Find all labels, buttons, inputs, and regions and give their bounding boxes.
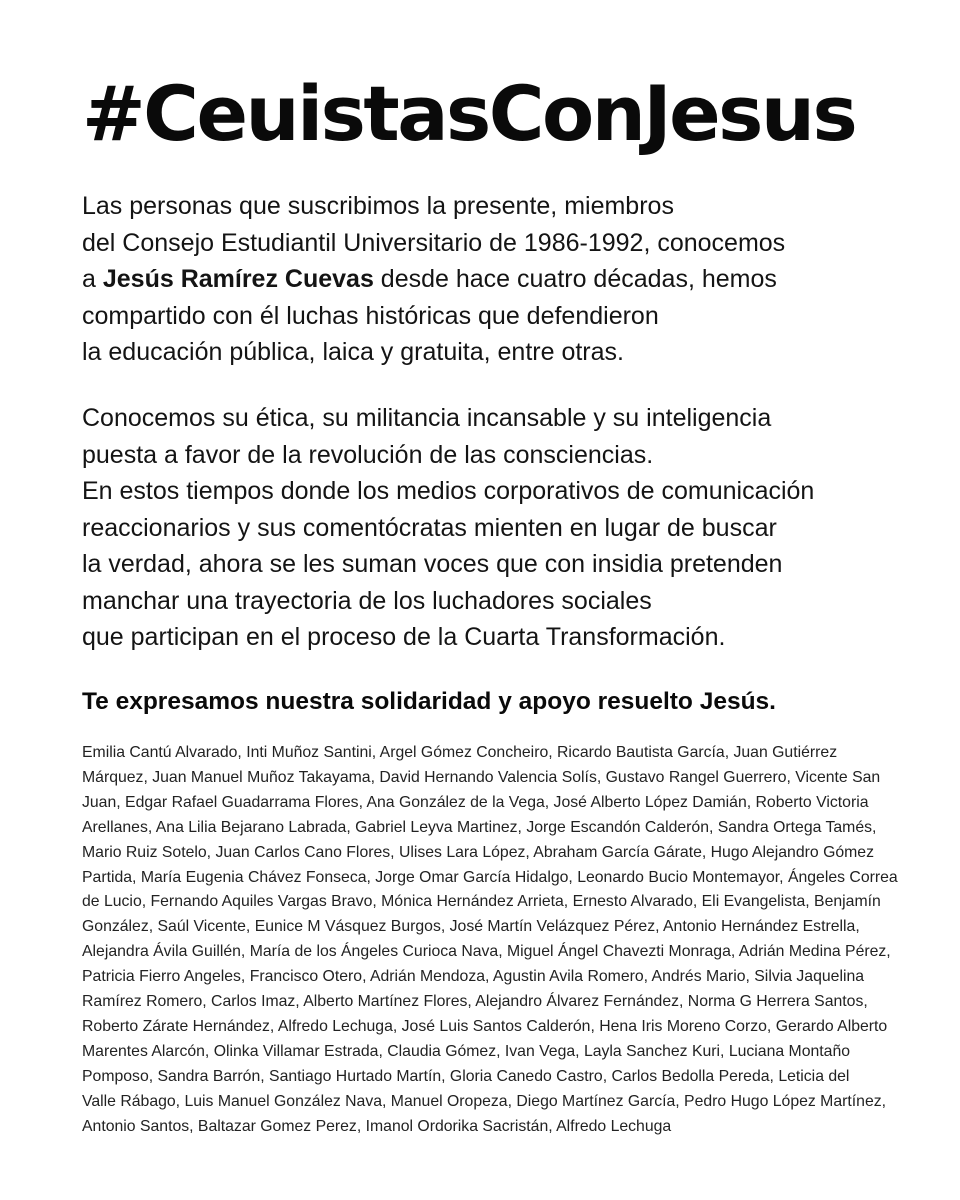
signatories-list — [82, 741, 902, 1140]
honoree-name: Jesús Ramírez Cuevas — [102, 265, 374, 293]
signatories-line: Ramírez Romero, Carlos Imaz, Alberto Martínez Flores, Alejandro Álvarez Fernández, Norma G Herrera Santos, — [82, 993, 868, 1011]
body-line: Conocemos su ética, su militancia incansable y su inteligencia — [82, 404, 772, 432]
intro-line: Las personas que suscribimos la presente, miembros — [82, 192, 674, 220]
body-line: En estos tiempos donde los medios corporativos de comunicación — [82, 477, 815, 505]
body-line: puesta a favor de la revolución de las consciencias. — [82, 440, 654, 469]
body-line: la verdad, ahora se les suman voces que con insidia pretenden — [82, 550, 783, 578]
intro-paragraph — [82, 188, 902, 371]
signatories-line: Mario Ruiz Sotelo, Juan Carlos Cano Flores, Ulises Lara López, Abraham García Gárate, Hugo Alejandro Gómez — [82, 843, 874, 861]
signatories-line: de Lucio, Fernando Aquiles Vargas Bravo, Mónica Hernández Arrieta, Ernesto Alvarado, Eli Evangelista, Benjamín — [82, 893, 881, 911]
intro-line: del Consejo Estudiantil Universitario de 1986-1992, conocemos — [82, 228, 786, 257]
signatories-line: Pomposo, Sandra Barrón, Santiago Hurtado Martín, Gloria Canedo Castro, Carlos Bedolla Pereda, Leticia del — [82, 1067, 850, 1085]
support-statement: Te expresamos nuestra solidaridad y apoyo resuelto Jesús. — [82, 688, 776, 715]
intro-line: compartido con él luchas históricas que defendieron — [82, 301, 659, 330]
body-line: que participan en el proceso de la Cuarta Transformación. — [82, 623, 726, 651]
intro-line-prefix: a — [82, 265, 103, 293]
signatories-line: Arellanes, Ana Lilia Bejarano Labrada, Gabriel Leyva Martinez, Jorge Escandón Calderón, Sandra Ortega Tamés, — [82, 818, 877, 836]
signatories-line: Marentes Alarcón, Olinka Villamar Estrada, Claudia Gómez, Ivan Vega, Layla Sanchez Kuri, Luciana Montaño — [82, 1042, 851, 1060]
signatories-line: Patricia Fierro Angeles, Francisco Otero, Adrián Mendoza, Agustin Avila Romero, Andrés Mario, Silvia Jaquelina — [82, 968, 865, 986]
intro-line: la educación pública, laica y gratuita, entre otras. — [82, 338, 624, 366]
signatories-line: Valle Rábago, Luis Manuel González Nava, Manuel Oropeza, Diego Martínez García, Pedro Hugo López Martínez, — [82, 1092, 887, 1110]
hashtag-title: #CeuistasConJesus — [82, 69, 856, 158]
signatories-line: Partida, María Eugenia Chávez Fonseca, Jorge Omar García Hidalgo, Leonardo Bucio Montemayor, Ángeles Correa — [82, 868, 898, 886]
signatories-line: Márquez, Juan Manuel Muñoz Takayama, David Hernando Valencia Solís, Gustavo Rangel Guerrero, Vicente San — [82, 768, 881, 786]
signatories-line: González, Saúl Vicente, Eunice M Vásquez Burgos, José Martín Velázquez Pérez, Antonio Hernández Estrella, — [82, 918, 860, 936]
signatories-line: Juan, Edgar Rafael Guadarrama Flores, Ana González de la Vega, José Alberto López Damián, Roberto Victoria — [82, 793, 869, 811]
signatories-line: Alejandra Ávila Guillén, María de los Ángeles Curioca Nava, Miguel Ángel Chavezti Monraga, Adrián Medina Pérez, — [82, 943, 891, 961]
body-line: manchar una trayectoria de los luchadores sociales — [82, 586, 652, 615]
body-paragraph — [82, 400, 902, 656]
signatories-line: Antonio Santos, Baltazar Gomez Perez, Imanol Ordorika Sacristán, Alfredo Lechuga — [82, 1117, 672, 1135]
intro-line-suffix: desde hace cuatro décadas, hemos — [373, 265, 777, 293]
body-line: reaccionarios y sus comentócratas mienten en lugar de buscar — [82, 513, 777, 542]
signatories-line: Emilia Cantú Alvarado, Inti Muñoz Santini, Argel Gómez Concheiro, Ricardo Bautista García, Juan Gutiérrez — [82, 744, 838, 761]
signatories-line: Roberto Zárate Hernández, Alfredo Lechuga, José Luis Santos Calderón, Hena Iris Moreno Corzo, Gerardo Alberto — [82, 1017, 888, 1035]
intro-line — [82, 261, 902, 298]
